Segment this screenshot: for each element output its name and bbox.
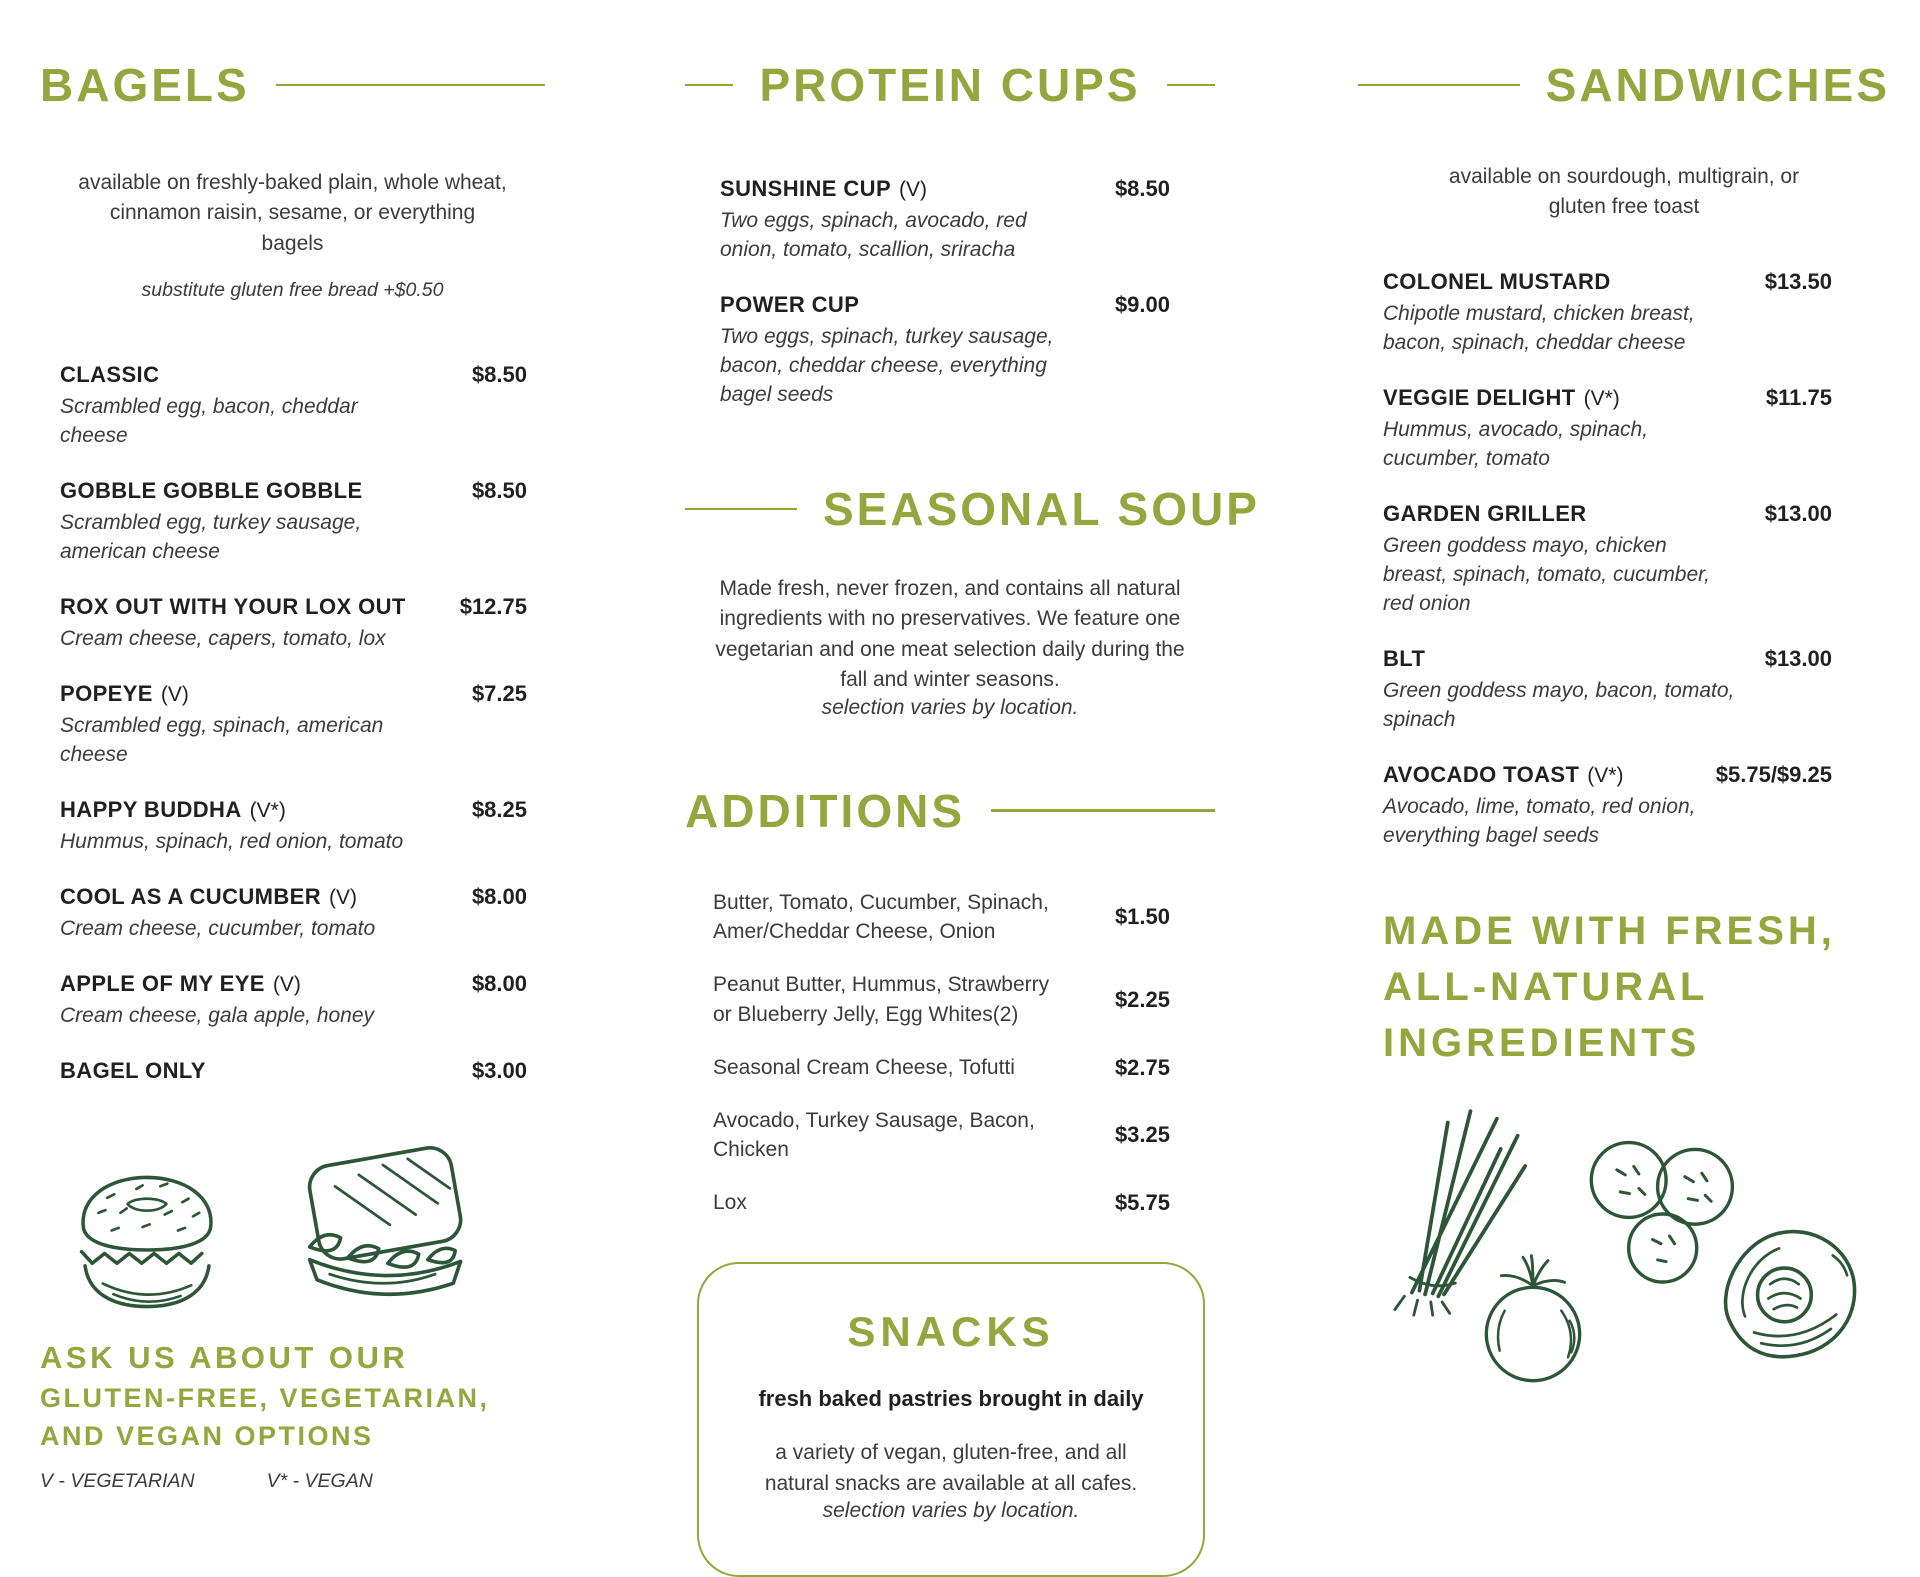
addition-price: $2.75 bbox=[1114, 1054, 1170, 1080]
addition-price: $1.50 bbox=[1114, 904, 1170, 930]
item-description: Hummus, spinach, red onion, tomato bbox=[60, 830, 404, 854]
menu-item bbox=[1383, 501, 1832, 619]
legend-vegetarian: V - VEGETARIAN bbox=[40, 1470, 195, 1492]
callout-line-2: GLUTEN-FREE, VEGETARIAN, bbox=[40, 1383, 490, 1413]
bagels-items bbox=[40, 362, 545, 1084]
seasonal-soup-body: Made fresh, never frozen, and contains all natural ingredients with no preservatives. We feature one vegetarian and one meat selection daily during the fall and winter seasons. bbox=[715, 576, 1185, 692]
section-rule bbox=[685, 508, 797, 511]
made-with-banner bbox=[1358, 903, 1890, 1071]
addition-text: Peanut Butter, Hummus, Strawberry or Blueberry Jelly, Egg Whites(2) bbox=[713, 973, 1050, 1027]
menu-item bbox=[60, 797, 527, 857]
menu-item bbox=[60, 1058, 527, 1084]
middle-column bbox=[685, 0, 1260, 1577]
vegetable-illustrations bbox=[1358, 1089, 1890, 1419]
item-price: $8.50 bbox=[1114, 176, 1170, 201]
vegetarian-tag: (V) bbox=[272, 973, 301, 997]
section-rule bbox=[991, 809, 1215, 812]
item-price: $3.00 bbox=[471, 1058, 527, 1083]
section-rule bbox=[1358, 84, 1520, 87]
vegan-tag: (V*) bbox=[1587, 763, 1624, 787]
sandwiches-header-row bbox=[1358, 58, 1890, 112]
item-name: APPLE OF MY EYE bbox=[60, 971, 265, 997]
menu-item bbox=[60, 594, 527, 654]
menu-item bbox=[1383, 762, 1832, 851]
menu-item bbox=[60, 681, 527, 770]
item-price: $5.75/$9.25 bbox=[1715, 761, 1832, 787]
additions-title: ADDITIONS bbox=[685, 784, 965, 837]
item-price: $13.50 bbox=[1764, 268, 1832, 294]
item-description: Avocado, lime, tomato, red onion, everything bagel seeds bbox=[1383, 794, 1696, 847]
item-price: $8.50 bbox=[471, 362, 527, 388]
sandwich-illustration bbox=[286, 1126, 486, 1326]
sandwiches-items bbox=[1358, 269, 1890, 851]
addition-row bbox=[713, 888, 1170, 948]
item-name: GOBBLE GOBBLE GOBBLE bbox=[60, 478, 363, 504]
additions-items bbox=[685, 888, 1215, 1219]
addition-text: Lox bbox=[713, 1191, 747, 1215]
item-description: Hummus, avocado, spinach, cucumber, tomato bbox=[1383, 417, 1648, 470]
snacks-box bbox=[697, 1262, 1205, 1577]
menu-item bbox=[720, 176, 1170, 265]
item-name: POWER CUP bbox=[720, 291, 860, 317]
snacks-subtitle: fresh baked pastries brought in daily bbox=[758, 1386, 1144, 1412]
snacks-title: SNACKS bbox=[847, 1308, 1055, 1356]
addition-text: Avocado, Turkey Sausage, Bacon, Chicken bbox=[713, 1108, 1035, 1162]
made-with-line-2: ALL-NATURAL bbox=[1383, 964, 1709, 1009]
item-name: HAPPY BUDDHA bbox=[60, 797, 242, 823]
seasonal-soup-header-row bbox=[685, 482, 1260, 536]
vegetarian-tag: (V) bbox=[899, 178, 928, 201]
item-description: Scrambled egg, bacon, cheddar cheese bbox=[60, 395, 358, 448]
item-name: BLT bbox=[1383, 645, 1426, 671]
protein-cups-items bbox=[685, 176, 1215, 410]
vegetarian-tag: (V) bbox=[329, 886, 358, 910]
dietary-legend bbox=[40, 1470, 545, 1493]
item-name: BAGEL ONLY bbox=[60, 1058, 206, 1083]
item-description: Cream cheese, gala apple, honey bbox=[60, 1004, 375, 1028]
dietary-callout bbox=[40, 1340, 545, 1452]
section-rule bbox=[1167, 84, 1215, 87]
bagels-note: substitute gluten free bread +$0.50 bbox=[141, 279, 444, 302]
item-price: $8.25 bbox=[471, 797, 527, 823]
item-description: Green goddess mayo, bacon, tomato, spinach bbox=[1383, 678, 1735, 731]
bagels-intro: available on freshly-baked plain, whole wheat, cinnamon raisin, sesame, or everything bagels bbox=[78, 171, 507, 255]
sandwiches-title: SANDWICHES bbox=[1545, 59, 1890, 111]
item-price: $11.75 bbox=[1765, 384, 1832, 410]
menu-item bbox=[1383, 646, 1832, 735]
item-price: $13.00 bbox=[1764, 645, 1832, 671]
item-description: Chipotle mustard, chicken breast, bacon, spinach, cheddar cheese bbox=[1383, 301, 1695, 354]
menu-item bbox=[60, 971, 527, 1031]
item-price: $7.25 bbox=[471, 681, 527, 707]
bagel-sandwich-illustration bbox=[58, 1158, 236, 1326]
item-price: $8.00 bbox=[471, 971, 527, 997]
snacks-note: selection varies by location. bbox=[822, 1498, 1080, 1522]
tomato-illustration bbox=[1458, 1229, 1608, 1399]
item-name: AVOCADO TOAST bbox=[1383, 761, 1580, 787]
item-description: Scrambled egg, turkey sausage, american cheese bbox=[60, 511, 362, 564]
item-name: COOL AS A CUCUMBER bbox=[60, 884, 322, 910]
bagel-illustrations-row bbox=[40, 1111, 545, 1326]
bagels-title: BAGELS bbox=[40, 59, 250, 111]
vegan-tag: (V*) bbox=[1583, 386, 1620, 410]
protein-cups-title: PROTEIN CUPS bbox=[759, 59, 1141, 111]
snacks-body: a variety of vegan, gluten-free, and all natural snacks are available at all cafes. bbox=[764, 1441, 1138, 1495]
additions-header-row bbox=[685, 784, 1215, 838]
menu-item bbox=[60, 362, 527, 451]
addition-row bbox=[713, 1188, 1170, 1218]
addition-row bbox=[713, 1053, 1170, 1083]
item-price: $8.00 bbox=[471, 884, 527, 910]
item-price: $13.00 bbox=[1764, 500, 1832, 526]
menu-item bbox=[720, 292, 1170, 410]
item-name: ROX OUT WITH YOUR LOX OUT bbox=[60, 594, 406, 620]
made-with-line-3: INGREDIENTS bbox=[1383, 1020, 1701, 1065]
addition-price: $2.25 bbox=[1114, 987, 1170, 1013]
sandwiches-column bbox=[1358, 0, 1890, 1419]
item-name: SUNSHINE CUP bbox=[720, 176, 892, 201]
callout-line-1: ASK US ABOUT OUR bbox=[40, 1340, 409, 1375]
addition-price: $3.25 bbox=[1114, 1122, 1170, 1148]
vegan-tag: (V*) bbox=[249, 799, 286, 823]
avocado-illustration bbox=[1698, 1209, 1878, 1379]
bagels-header-row bbox=[40, 58, 545, 112]
addition-row bbox=[713, 970, 1170, 1030]
addition-text: Butter, Tomato, Cucumber, Spinach, Amer/Cheddar Cheese, Onion bbox=[713, 890, 1049, 944]
section-rule bbox=[685, 84, 733, 87]
item-name: CLASSIC bbox=[60, 362, 160, 388]
item-price: $9.00 bbox=[1114, 291, 1170, 317]
addition-row bbox=[713, 1106, 1170, 1166]
item-description: Scrambled egg, spinach, american cheese bbox=[60, 714, 384, 767]
item-description: Green goddess mayo, chicken breast, spinach, tomato, cucumber, red onion bbox=[1383, 533, 1710, 615]
item-name: GARDEN GRILLER bbox=[1383, 500, 1587, 526]
menu-item bbox=[60, 478, 527, 567]
item-name: POPEYE bbox=[60, 681, 153, 707]
item-description: Two eggs, spinach, turkey sausage, bacon, cheddar cheese, everything bagel seeds bbox=[720, 324, 1054, 406]
item-price: $12.75 bbox=[459, 594, 527, 620]
addition-text: Seasonal Cream Cheese, Tofutti bbox=[713, 1055, 1015, 1079]
item-description: Two eggs, spinach, avocado, red onion, tomato, scallion, sriracha bbox=[720, 209, 1027, 261]
sandwiches-intro: available on sourdough, multigrain, or gluten free toast bbox=[1448, 165, 1800, 219]
vegetarian-tag: (V) bbox=[160, 683, 189, 707]
menu-item bbox=[1383, 385, 1832, 474]
section-rule bbox=[276, 84, 545, 87]
addition-price: $5.75 bbox=[1114, 1190, 1170, 1216]
menu-item bbox=[1383, 269, 1832, 358]
menu-item bbox=[60, 884, 527, 944]
seasonal-soup-note: selection varies by location. bbox=[821, 695, 1079, 719]
bagels-column bbox=[40, 0, 545, 1493]
item-description: Cream cheese, capers, tomato, lox bbox=[60, 627, 386, 651]
legend-vegan: V* - VEGAN bbox=[266, 1470, 373, 1492]
protein-cups-header-row bbox=[685, 58, 1215, 112]
callout-line-3: AND VEGAN OPTIONS bbox=[40, 1421, 374, 1451]
item-description: Cream cheese, cucumber, tomato bbox=[60, 917, 376, 941]
item-price: $8.50 bbox=[471, 478, 527, 504]
seasonal-soup-title: SEASONAL SOUP bbox=[823, 482, 1260, 535]
made-with-line-1: MADE WITH FRESH, bbox=[1383, 908, 1836, 953]
item-name: COLONEL MUSTARD bbox=[1383, 268, 1611, 294]
item-name: VEGGIE DELIGHT bbox=[1383, 384, 1576, 410]
